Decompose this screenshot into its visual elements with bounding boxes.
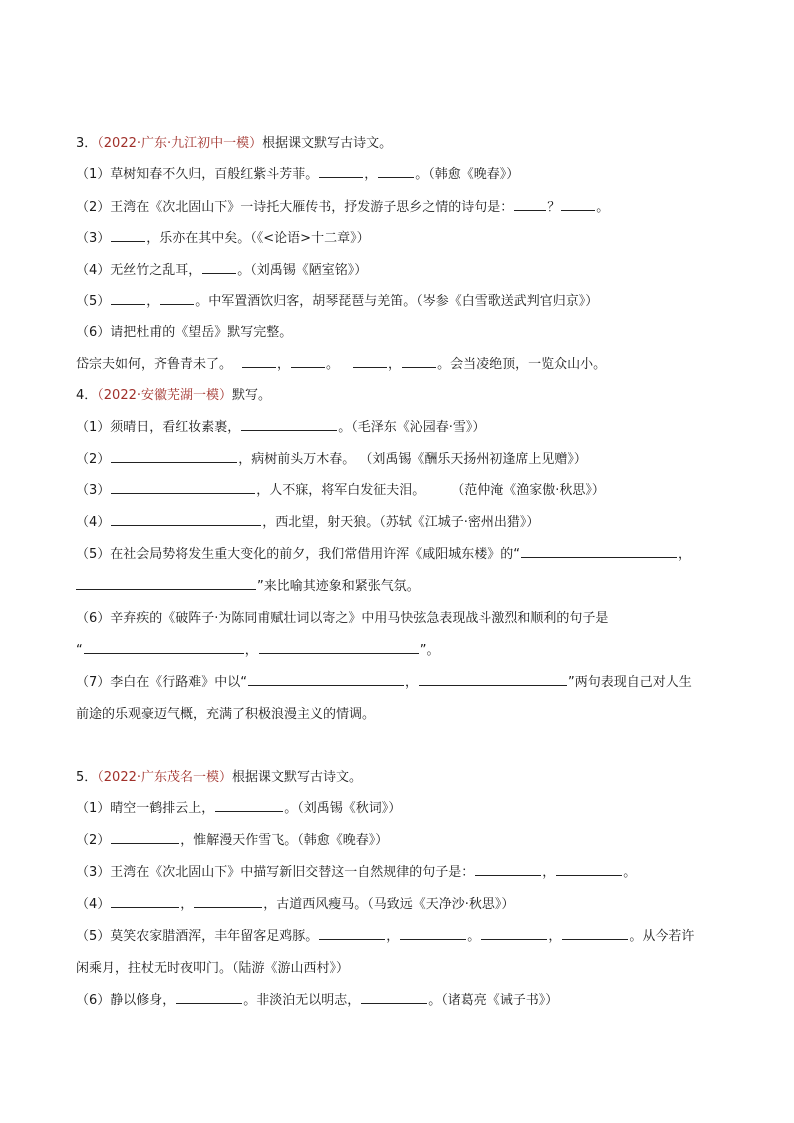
item-text: ，西北望，射天狼。（苏轼《江城子·密州出猎》） (262, 515, 540, 530)
question-3-item-7 (76, 355, 606, 375)
item-text: （5）莫笑农家腊酒浑，丰年留客足鸡豚。 (76, 929, 319, 944)
item-text: （1）须晴日，看红妆素裹， (76, 420, 241, 435)
item-text: ， (548, 929, 562, 944)
answer-blank[interactable] (111, 481, 255, 494)
answer-blank[interactable] (353, 355, 387, 368)
item-text: ，古道西风瘦马。（马致远《天净沙·秋思》） (263, 897, 515, 912)
answer-blank[interactable] (84, 641, 244, 654)
item-text: （1）草树知春不久归，百般红紫斗芳菲。 (76, 167, 319, 182)
question-instruction: 默写。 (232, 388, 272, 403)
item-text: ， (277, 357, 291, 372)
answer-blank[interactable] (521, 545, 677, 558)
item-text: （7）李白在《行路难》中以“ (76, 675, 248, 690)
question-4-item-6-cont (76, 641, 440, 661)
item-text: （2）王湾在《次北固山下》一诗托大雁传书，抒发游子思乡之情的诗句是： (76, 200, 514, 215)
question-source: （2022·广东·九江初中一模） (97, 136, 263, 151)
item-text: ，病树前头万木春。 （刘禹锡《酬乐天扬州初逢席上见赠》） (238, 452, 587, 467)
item-text: ， (678, 547, 692, 562)
question-4-item-4 (76, 513, 539, 533)
item-text: 前途的乐观豪迈气概，充满了积极浪漫主义的情调。 (76, 707, 376, 722)
item-text: ， (244, 643, 258, 658)
question-source: （2022·安徽芜湖一模） (97, 388, 232, 403)
item-text: ， (180, 897, 194, 912)
item-text: 。 (326, 357, 340, 372)
item-text: ”两句表现自己对人生 (568, 675, 692, 690)
item-text: 。非淡泊无以明志， (243, 993, 361, 1008)
answer-blank[interactable] (319, 165, 363, 178)
item-text: ， (542, 865, 556, 880)
question-4-item-3 (76, 481, 605, 501)
answer-blank[interactable] (361, 991, 427, 1004)
item-text: （3） (76, 483, 111, 498)
item-text: （6）静以修身， (76, 993, 176, 1008)
item-text: ， (405, 675, 419, 690)
answer-blank[interactable] (378, 165, 414, 178)
answer-blank[interactable] (514, 198, 546, 211)
question-4-item-7-cont (76, 705, 375, 725)
item-text: ， (386, 929, 400, 944)
question-4-item-6 (76, 609, 608, 629)
item-text: （5） (76, 294, 111, 309)
question-4-item-1 (76, 418, 485, 438)
question-5-item-5 (76, 927, 694, 947)
question-number: 3． (76, 136, 98, 151)
item-text: ， (388, 357, 402, 372)
question-4-item-5 (76, 545, 691, 565)
item-text: 。（韩愈《晚春》） (415, 167, 520, 182)
item-text: ， (146, 294, 160, 309)
item-text: ？ (547, 200, 561, 215)
item-text: （4）无丝竹之乱耳， (76, 263, 202, 278)
answer-blank[interactable] (176, 991, 242, 1004)
question-number: 4． (76, 388, 98, 403)
answer-blank[interactable] (291, 355, 325, 368)
question-5-item-3 (76, 863, 636, 883)
question-instruction: 根据课文默写古诗文。 (262, 136, 393, 151)
item-text: （2） (76, 833, 111, 848)
question-source: （2022·广东茂名一模） (97, 770, 232, 785)
item-text: 。（诸葛亮《诫子书》） (428, 993, 559, 1008)
answer-blank[interactable] (556, 863, 622, 876)
item-text: （5）在社会局势将发生重大变化的前夕，我们常借用许浑《咸阳城东楼》的“ (76, 547, 521, 562)
question-3-item-5 (76, 292, 598, 312)
item-text: 闲乘月，拄杖无时夜叩门。（陆游《游山西村》） (76, 961, 350, 976)
item-text: 。（刘禹锡《陋室铭》） (237, 263, 368, 278)
answer-blank[interactable] (242, 355, 276, 368)
answer-blank[interactable] (475, 863, 541, 876)
item-text: ，惟解漫天作雪飞。（韩愈《晚春》） (180, 833, 389, 848)
answer-blank[interactable] (562, 927, 628, 940)
item-text: （6）请把杜甫的《望岳》默写完整。 (76, 325, 293, 340)
item-text: 岱宗夫如何，齐鲁青未了。 (76, 357, 233, 372)
question-3-item-1 (76, 165, 519, 185)
item-text: （3） (76, 231, 111, 246)
answer-blank[interactable] (248, 673, 404, 686)
answer-blank[interactable] (402, 355, 436, 368)
item-text: 。 (596, 200, 610, 215)
item-text: ”。 (419, 643, 440, 658)
answer-blank[interactable] (215, 799, 283, 812)
item-text: ”来比喻其迹象和紧张气氛。 (257, 579, 420, 594)
question-5-header (76, 768, 362, 788)
item-text: 。（刘禹锡《秋词》） (284, 801, 402, 816)
question-5-item-2 (76, 831, 388, 851)
item-text: “ (76, 643, 83, 658)
question-number: 5． (76, 770, 98, 785)
item-text: ，人不寐，将军白发征夫泪。 (256, 483, 426, 498)
question-5-item-6 (76, 991, 558, 1011)
question-3-header (76, 134, 392, 154)
item-text: 。（毛泽东《沁园春·雪》） (338, 420, 486, 435)
question-instruction: 根据课文默写古诗文。 (232, 770, 363, 785)
item-text: ，乐亦在其中矣。（《<论语>十二章》） (146, 231, 370, 246)
item-text: （2） (76, 452, 111, 467)
answer-blank[interactable] (111, 292, 145, 305)
answer-blank[interactable] (111, 229, 145, 242)
item-text: ， (364, 167, 378, 182)
answer-blank[interactable] (111, 513, 261, 526)
question-4-header (76, 386, 271, 406)
question-4-item-7 (76, 673, 692, 693)
answer-blank[interactable] (241, 418, 337, 431)
item-text: 。 (623, 865, 637, 880)
answer-blank[interactable] (160, 292, 194, 305)
question-5-item-5-cont (76, 959, 349, 979)
item-text: （3）王湾在《次北固山下》中描写新旧交替这一自然规律的句子是： (76, 865, 475, 880)
answer-blank[interactable] (76, 577, 256, 590)
item-text: 。 (467, 929, 481, 944)
answer-blank[interactable] (400, 927, 466, 940)
item-text: （1）晴空一鹤排云上， (76, 801, 215, 816)
answer-blank[interactable] (481, 927, 547, 940)
question-4-item-5-cont (76, 577, 420, 597)
item-text: 。中军置酒饮归客，胡琴琵琶与羌笛。（岑参《白雪歌送武判官归京》） (195, 294, 599, 309)
answer-blank[interactable] (202, 261, 236, 274)
item-text: （范仲淹《渔家傲·秋思》） (451, 483, 605, 498)
answer-blank[interactable] (111, 450, 237, 463)
question-5-item-4 (76, 895, 514, 915)
answer-blank[interactable] (561, 198, 595, 211)
answer-blank[interactable] (111, 895, 179, 908)
answer-blank[interactable] (111, 831, 179, 844)
answer-blank[interactable] (419, 673, 567, 686)
item-text: 。会当凌绝顶，一览众山小。 (437, 357, 607, 372)
question-3-item-6 (76, 323, 292, 343)
question-4-item-2 (76, 450, 587, 470)
question-3-item-3 (76, 229, 370, 249)
item-text: （4） (76, 515, 111, 530)
item-text: （6）辛弃疾的《破阵子·为陈同甫赋壮词以寄之》中用马快弦急表现战斗激烈和顺利的句子是 (76, 611, 609, 626)
question-3-item-4 (76, 261, 367, 281)
item-text: （4） (76, 897, 111, 912)
answer-blank[interactable] (194, 895, 262, 908)
answer-blank[interactable] (259, 641, 419, 654)
question-5-item-1 (76, 799, 401, 819)
answer-blank[interactable] (319, 927, 385, 940)
question-3-item-2 (76, 198, 609, 218)
item-text: 。从今若许 (629, 929, 695, 944)
